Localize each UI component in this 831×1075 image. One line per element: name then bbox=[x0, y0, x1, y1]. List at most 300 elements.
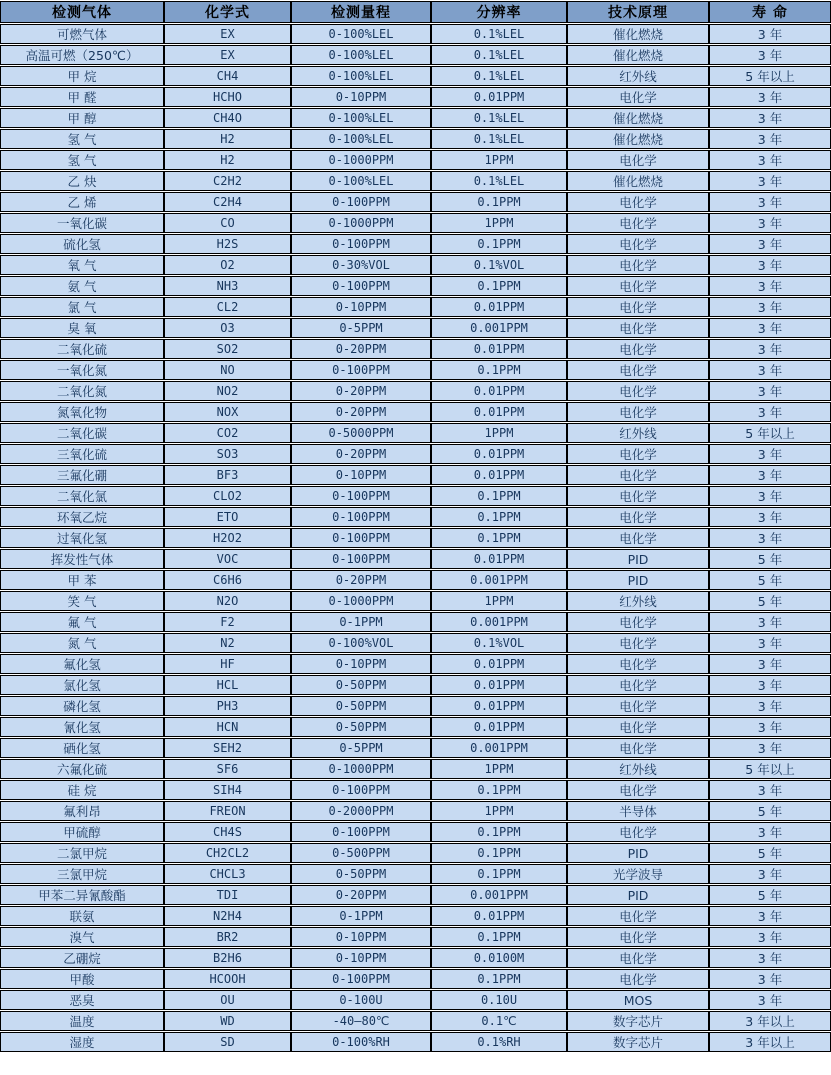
cell-formula: B2H6 bbox=[164, 948, 291, 968]
table-row bbox=[0, 780, 831, 800]
cell-gas-name: 氟化氢 bbox=[0, 654, 164, 674]
cell-gas-name: 氮 气 bbox=[0, 633, 164, 653]
cell-lifespan: 5 年 bbox=[709, 885, 831, 905]
cell-gas-name: 三氧化硫 bbox=[0, 444, 164, 464]
cell-formula: CO bbox=[164, 213, 291, 233]
cell-gas-name: 过氧化氢 bbox=[0, 528, 164, 548]
cell-principle: 电化学 bbox=[567, 633, 709, 653]
cell-gas-name: 高温可燃（250℃） bbox=[0, 45, 164, 65]
cell-range: 0-50PPM bbox=[291, 696, 431, 716]
cell-resolution: 0.01PPM bbox=[431, 696, 567, 716]
cell-resolution: 0.1PPM bbox=[431, 780, 567, 800]
cell-resolution: 0.1%LEL bbox=[431, 66, 567, 86]
cell-lifespan: 3 年 bbox=[709, 87, 831, 107]
cell-range: 0-1PPM bbox=[291, 906, 431, 926]
table-row bbox=[0, 507, 831, 527]
cell-range: 0-100PPM bbox=[291, 507, 431, 527]
cell-range: 0-5PPM bbox=[291, 738, 431, 758]
cell-formula: EX bbox=[164, 24, 291, 44]
cell-lifespan: 3 年 bbox=[709, 738, 831, 758]
cell-principle: 数字芯片 bbox=[567, 1032, 709, 1052]
cell-principle: 电化学 bbox=[567, 444, 709, 464]
cell-lifespan: 3 年 bbox=[709, 507, 831, 527]
cell-resolution: 0.1PPM bbox=[431, 843, 567, 863]
cell-principle: 催化燃烧 bbox=[567, 171, 709, 191]
cell-lifespan: 3 年 bbox=[709, 675, 831, 695]
cell-resolution: 0.1PPM bbox=[431, 234, 567, 254]
cell-resolution: 0.01PPM bbox=[431, 675, 567, 695]
cell-gas-name: 甲硫醇 bbox=[0, 822, 164, 842]
cell-lifespan: 3 年 bbox=[709, 108, 831, 128]
table-row bbox=[0, 591, 831, 611]
cell-principle: 红外线 bbox=[567, 66, 709, 86]
header-row bbox=[0, 1, 831, 23]
cell-range: 0-100PPM bbox=[291, 360, 431, 380]
cell-principle: 电化学 bbox=[567, 150, 709, 170]
cell-formula: FREON bbox=[164, 801, 291, 821]
cell-range: 0-1PPM bbox=[291, 612, 431, 632]
cell-range: 0-5PPM bbox=[291, 318, 431, 338]
cell-principle: 红外线 bbox=[567, 591, 709, 611]
cell-lifespan: 3 年 bbox=[709, 990, 831, 1010]
cell-resolution: 0.01PPM bbox=[431, 381, 567, 401]
table-row bbox=[0, 1032, 831, 1052]
cell-range: 0-100PPM bbox=[291, 780, 431, 800]
cell-range: 0-100PPM bbox=[291, 528, 431, 548]
cell-formula: OU bbox=[164, 990, 291, 1010]
cell-formula: SIH4 bbox=[164, 780, 291, 800]
cell-range: 0-100%LEL bbox=[291, 45, 431, 65]
cell-resolution: 0.01PPM bbox=[431, 906, 567, 926]
table-row bbox=[0, 171, 831, 191]
cell-lifespan: 3 年 bbox=[709, 528, 831, 548]
cell-range: 0-10PPM bbox=[291, 654, 431, 674]
cell-range: 0-10PPM bbox=[291, 297, 431, 317]
cell-principle: 电化学 bbox=[567, 906, 709, 926]
cell-lifespan: 5 年以上 bbox=[709, 423, 831, 443]
cell-gas-name: 湿度 bbox=[0, 1032, 164, 1052]
cell-resolution: 1PPM bbox=[431, 801, 567, 821]
cell-gas-name: 甲 醛 bbox=[0, 87, 164, 107]
cell-lifespan: 3 年 bbox=[709, 822, 831, 842]
cell-gas-name: 乙硼烷 bbox=[0, 948, 164, 968]
cell-principle: 电化学 bbox=[567, 780, 709, 800]
cell-principle: PID bbox=[567, 549, 709, 569]
cell-lifespan: 3 年 bbox=[709, 696, 831, 716]
cell-resolution: 0.001PPM bbox=[431, 318, 567, 338]
cell-lifespan: 3 年 bbox=[709, 465, 831, 485]
cell-lifespan: 3 年 bbox=[709, 276, 831, 296]
cell-principle: 电化学 bbox=[567, 297, 709, 317]
cell-gas-name: 环氧乙烷 bbox=[0, 507, 164, 527]
cell-lifespan: 3 年 bbox=[709, 297, 831, 317]
cell-gas-name: 笑 气 bbox=[0, 591, 164, 611]
cell-lifespan: 3 年 bbox=[709, 969, 831, 989]
cell-range: 0-100%LEL bbox=[291, 108, 431, 128]
cell-lifespan: 3 年 bbox=[709, 717, 831, 737]
cell-formula: PH3 bbox=[164, 696, 291, 716]
cell-principle: 电化学 bbox=[567, 675, 709, 695]
cell-formula: H2O2 bbox=[164, 528, 291, 548]
cell-formula: H2 bbox=[164, 129, 291, 149]
cell-gas-name: 六氟化硫 bbox=[0, 759, 164, 779]
table-row bbox=[0, 528, 831, 548]
cell-resolution: 0.1PPM bbox=[431, 927, 567, 947]
column-header-formula: 化学式 bbox=[164, 1, 291, 23]
cell-gas-name: 氰化氢 bbox=[0, 717, 164, 737]
cell-formula: BF3 bbox=[164, 465, 291, 485]
table-row bbox=[0, 465, 831, 485]
cell-resolution: 0.1%VOL bbox=[431, 633, 567, 653]
table-row bbox=[0, 927, 831, 947]
cell-resolution: 0.01PPM bbox=[431, 717, 567, 737]
cell-lifespan: 3 年 bbox=[709, 654, 831, 674]
column-header-gas: 检测气体 bbox=[0, 1, 164, 23]
cell-range: 0-20PPM bbox=[291, 339, 431, 359]
cell-range: 0-30%VOL bbox=[291, 255, 431, 275]
table-row bbox=[0, 213, 831, 233]
cell-lifespan: 3 年 bbox=[709, 486, 831, 506]
cell-formula: TDI bbox=[164, 885, 291, 905]
cell-lifespan: 5 年 bbox=[709, 549, 831, 569]
cell-principle: 电化学 bbox=[567, 255, 709, 275]
cell-lifespan: 3 年 bbox=[709, 129, 831, 149]
cell-resolution: 0.10U bbox=[431, 990, 567, 1010]
table-row bbox=[0, 696, 831, 716]
table-row bbox=[0, 738, 831, 758]
cell-formula: NO2 bbox=[164, 381, 291, 401]
cell-formula: SO2 bbox=[164, 339, 291, 359]
cell-resolution: 0.1PPM bbox=[431, 507, 567, 527]
cell-principle: PID bbox=[567, 570, 709, 590]
cell-gas-name: 联氨 bbox=[0, 906, 164, 926]
cell-resolution: 0.1%LEL bbox=[431, 129, 567, 149]
cell-formula: N2H4 bbox=[164, 906, 291, 926]
table-row bbox=[0, 612, 831, 632]
cell-formula: CH4O bbox=[164, 108, 291, 128]
cell-resolution: 0.1%LEL bbox=[431, 171, 567, 191]
table-row bbox=[0, 1011, 831, 1031]
cell-range: 0-10PPM bbox=[291, 465, 431, 485]
cell-resolution: 0.001PPM bbox=[431, 885, 567, 905]
cell-range: 0-10PPM bbox=[291, 927, 431, 947]
cell-resolution: 1PPM bbox=[431, 150, 567, 170]
cell-formula: HCOOH bbox=[164, 969, 291, 989]
table-row bbox=[0, 570, 831, 590]
cell-gas-name: 二氧化碳 bbox=[0, 423, 164, 443]
cell-lifespan: 3 年 bbox=[709, 444, 831, 464]
table-row bbox=[0, 717, 831, 737]
table-row bbox=[0, 24, 831, 44]
column-header-range: 检测量程 bbox=[291, 1, 431, 23]
cell-formula: HCN bbox=[164, 717, 291, 737]
cell-range: 0-1000PPM bbox=[291, 759, 431, 779]
cell-range: 0-20PPM bbox=[291, 570, 431, 590]
table-row bbox=[0, 192, 831, 212]
cell-range: 0-10PPM bbox=[291, 948, 431, 968]
cell-principle: 电化学 bbox=[567, 87, 709, 107]
table-row bbox=[0, 381, 831, 401]
cell-gas-name: 甲 烷 bbox=[0, 66, 164, 86]
cell-gas-name: 可燃气体 bbox=[0, 24, 164, 44]
cell-gas-name: 乙 烯 bbox=[0, 192, 164, 212]
cell-formula: SD bbox=[164, 1032, 291, 1052]
table-row bbox=[0, 969, 831, 989]
cell-formula: F2 bbox=[164, 612, 291, 632]
cell-range: 0-50PPM bbox=[291, 675, 431, 695]
cell-range: 0-20PPM bbox=[291, 381, 431, 401]
cell-gas-name: 磷化氢 bbox=[0, 696, 164, 716]
cell-resolution: 0.1%VOL bbox=[431, 255, 567, 275]
cell-lifespan: 3 年 bbox=[709, 381, 831, 401]
cell-principle: 电化学 bbox=[567, 717, 709, 737]
cell-resolution: 0.1%LEL bbox=[431, 108, 567, 128]
cell-range: 0-100%RH bbox=[291, 1032, 431, 1052]
cell-range: 0-100PPM bbox=[291, 234, 431, 254]
table-row bbox=[0, 633, 831, 653]
cell-gas-name: 氢 气 bbox=[0, 129, 164, 149]
cell-lifespan: 3 年 bbox=[709, 360, 831, 380]
table-row bbox=[0, 822, 831, 842]
cell-gas-name: 硅 烷 bbox=[0, 780, 164, 800]
table-row bbox=[0, 129, 831, 149]
cell-formula: HF bbox=[164, 654, 291, 674]
cell-formula: HCL bbox=[164, 675, 291, 695]
table-row bbox=[0, 864, 831, 884]
cell-principle: 光学波导 bbox=[567, 864, 709, 884]
cell-principle: 电化学 bbox=[567, 402, 709, 422]
cell-range: 0-100PPM bbox=[291, 549, 431, 569]
cell-range: 0-100PPM bbox=[291, 969, 431, 989]
cell-principle: 电化学 bbox=[567, 528, 709, 548]
cell-principle: 催化燃烧 bbox=[567, 129, 709, 149]
table-row bbox=[0, 948, 831, 968]
cell-range: 0-20PPM bbox=[291, 402, 431, 422]
cell-principle: PID bbox=[567, 885, 709, 905]
cell-resolution: 0.01PPM bbox=[431, 339, 567, 359]
cell-lifespan: 3 年 bbox=[709, 24, 831, 44]
table-row bbox=[0, 276, 831, 296]
cell-resolution: 0.1PPM bbox=[431, 192, 567, 212]
cell-gas-name: 三氯甲烷 bbox=[0, 864, 164, 884]
cell-gas-name: 三氟化硼 bbox=[0, 465, 164, 485]
cell-principle: 电化学 bbox=[567, 486, 709, 506]
table-row bbox=[0, 87, 831, 107]
table-row bbox=[0, 990, 831, 1010]
column-header-principle: 技术原理 bbox=[567, 1, 709, 23]
cell-gas-name: 温度 bbox=[0, 1011, 164, 1031]
cell-principle: MOS bbox=[567, 990, 709, 1010]
table-row bbox=[0, 318, 831, 338]
cell-range: 0-100PPM bbox=[291, 276, 431, 296]
cell-principle: 电化学 bbox=[567, 381, 709, 401]
cell-resolution: 0.001PPM bbox=[431, 612, 567, 632]
table-row bbox=[0, 150, 831, 170]
cell-lifespan: 3 年 bbox=[709, 780, 831, 800]
table-row bbox=[0, 45, 831, 65]
table-row bbox=[0, 885, 831, 905]
cell-range: 0-100%LEL bbox=[291, 24, 431, 44]
cell-gas-name: 氟利昂 bbox=[0, 801, 164, 821]
cell-principle: 电化学 bbox=[567, 465, 709, 485]
cell-resolution: 0.01PPM bbox=[431, 297, 567, 317]
cell-formula: C2H4 bbox=[164, 192, 291, 212]
cell-principle: 电化学 bbox=[567, 969, 709, 989]
cell-resolution: 0.01PPM bbox=[431, 549, 567, 569]
cell-gas-name: 氧 气 bbox=[0, 255, 164, 275]
cell-principle: 电化学 bbox=[567, 948, 709, 968]
cell-range: 0-100%LEL bbox=[291, 129, 431, 149]
cell-formula: VOC bbox=[164, 549, 291, 569]
cell-formula: CH2CL2 bbox=[164, 843, 291, 863]
cell-gas-name: 氯化氢 bbox=[0, 675, 164, 695]
column-header-resolution: 分辨率 bbox=[431, 1, 567, 23]
cell-principle: 电化学 bbox=[567, 654, 709, 674]
cell-gas-name: 乙 炔 bbox=[0, 171, 164, 191]
cell-resolution: 1PPM bbox=[431, 759, 567, 779]
cell-formula: CHCL3 bbox=[164, 864, 291, 884]
cell-principle: 电化学 bbox=[567, 738, 709, 758]
table-row bbox=[0, 108, 831, 128]
cell-gas-name: 甲酸 bbox=[0, 969, 164, 989]
cell-principle: 催化燃烧 bbox=[567, 108, 709, 128]
cell-principle: 数字芯片 bbox=[567, 1011, 709, 1031]
cell-gas-name: 二氧化氮 bbox=[0, 381, 164, 401]
cell-principle: 电化学 bbox=[567, 234, 709, 254]
cell-resolution: 0.1PPM bbox=[431, 864, 567, 884]
cell-range: 0-100PPM bbox=[291, 486, 431, 506]
cell-formula: ETO bbox=[164, 507, 291, 527]
cell-gas-name: 氟 气 bbox=[0, 612, 164, 632]
cell-lifespan: 5 年 bbox=[709, 570, 831, 590]
table-row bbox=[0, 654, 831, 674]
cell-range: 0-100PPM bbox=[291, 192, 431, 212]
cell-range: 0-20PPM bbox=[291, 444, 431, 464]
cell-gas-name: 一氧化氮 bbox=[0, 360, 164, 380]
cell-gas-name: 二氯甲烷 bbox=[0, 843, 164, 863]
cell-range: 0-5000PPM bbox=[291, 423, 431, 443]
cell-resolution: 0.0100M bbox=[431, 948, 567, 968]
cell-principle: PID bbox=[567, 843, 709, 863]
table-row bbox=[0, 66, 831, 86]
cell-lifespan: 3 年 bbox=[709, 906, 831, 926]
cell-lifespan: 3 年 bbox=[709, 864, 831, 884]
cell-gas-name: 硒化氢 bbox=[0, 738, 164, 758]
cell-formula: BR2 bbox=[164, 927, 291, 947]
cell-lifespan: 3 年 bbox=[709, 213, 831, 233]
cell-formula: SO3 bbox=[164, 444, 291, 464]
cell-gas-name: 二氧化氯 bbox=[0, 486, 164, 506]
cell-principle: 电化学 bbox=[567, 822, 709, 842]
cell-formula: N2 bbox=[164, 633, 291, 653]
cell-gas-name: 一氧化碳 bbox=[0, 213, 164, 233]
cell-lifespan: 3 年 bbox=[709, 927, 831, 947]
cell-formula: O3 bbox=[164, 318, 291, 338]
cell-lifespan: 5 年 bbox=[709, 591, 831, 611]
cell-formula: H2 bbox=[164, 150, 291, 170]
cell-lifespan: 3 年以上 bbox=[709, 1032, 831, 1052]
column-header-lifespan: 寿 命 bbox=[709, 1, 831, 23]
cell-lifespan: 3 年以上 bbox=[709, 1011, 831, 1031]
cell-formula: C6H6 bbox=[164, 570, 291, 590]
cell-formula: WD bbox=[164, 1011, 291, 1031]
cell-gas-name: 甲 醇 bbox=[0, 108, 164, 128]
cell-resolution: 0.1%RH bbox=[431, 1032, 567, 1052]
table-row bbox=[0, 360, 831, 380]
cell-formula: NOX bbox=[164, 402, 291, 422]
cell-resolution: 0.1PPM bbox=[431, 822, 567, 842]
cell-resolution: 0.1%LEL bbox=[431, 24, 567, 44]
cell-range: 0-50PPM bbox=[291, 717, 431, 737]
cell-formula: SEH2 bbox=[164, 738, 291, 758]
table-row bbox=[0, 255, 831, 275]
cell-formula: EX bbox=[164, 45, 291, 65]
cell-gas-name: 溴气 bbox=[0, 927, 164, 947]
cell-lifespan: 3 年 bbox=[709, 318, 831, 338]
cell-resolution: 0.01PPM bbox=[431, 444, 567, 464]
cell-resolution: 1PPM bbox=[431, 591, 567, 611]
cell-resolution: 1PPM bbox=[431, 423, 567, 443]
cell-lifespan: 3 年 bbox=[709, 402, 831, 422]
cell-lifespan: 3 年 bbox=[709, 948, 831, 968]
cell-principle: 电化学 bbox=[567, 507, 709, 527]
cell-principle: 电化学 bbox=[567, 927, 709, 947]
table-body bbox=[0, 24, 831, 1052]
cell-resolution: 0.1PPM bbox=[431, 276, 567, 296]
cell-resolution: 0.1PPM bbox=[431, 969, 567, 989]
cell-formula: NO bbox=[164, 360, 291, 380]
cell-range: 0-100%VOL bbox=[291, 633, 431, 653]
cell-gas-name: 甲 苯 bbox=[0, 570, 164, 590]
cell-lifespan: 3 年 bbox=[709, 150, 831, 170]
cell-formula: NH3 bbox=[164, 276, 291, 296]
cell-principle: 电化学 bbox=[567, 360, 709, 380]
cell-lifespan: 5 年以上 bbox=[709, 759, 831, 779]
cell-principle: 半导体 bbox=[567, 801, 709, 821]
cell-lifespan: 3 年 bbox=[709, 45, 831, 65]
table-row bbox=[0, 759, 831, 779]
cell-lifespan: 3 年 bbox=[709, 633, 831, 653]
table-row bbox=[0, 402, 831, 422]
cell-resolution: 0.1℃ bbox=[431, 1011, 567, 1031]
table-row bbox=[0, 444, 831, 464]
cell-resolution: 0.1PPM bbox=[431, 528, 567, 548]
cell-formula: N2O bbox=[164, 591, 291, 611]
cell-principle: 红外线 bbox=[567, 423, 709, 443]
cell-principle: 电化学 bbox=[567, 339, 709, 359]
cell-resolution: 0.01PPM bbox=[431, 402, 567, 422]
cell-resolution: 0.1PPM bbox=[431, 360, 567, 380]
cell-formula: CO2 bbox=[164, 423, 291, 443]
cell-range: 0-1000PPM bbox=[291, 591, 431, 611]
cell-lifespan: 3 年 bbox=[709, 339, 831, 359]
cell-principle: 电化学 bbox=[567, 612, 709, 632]
cell-lifespan: 3 年 bbox=[709, 612, 831, 632]
cell-formula: CL2 bbox=[164, 297, 291, 317]
cell-formula: CH4 bbox=[164, 66, 291, 86]
cell-range: 0-500PPM bbox=[291, 843, 431, 863]
cell-principle: 电化学 bbox=[567, 318, 709, 338]
cell-gas-name: 挥发性气体 bbox=[0, 549, 164, 569]
cell-range: -40—80℃ bbox=[291, 1011, 431, 1031]
cell-lifespan: 3 年 bbox=[709, 234, 831, 254]
cell-gas-name: 甲苯二异氰酸酯 bbox=[0, 885, 164, 905]
cell-range: 0-20PPM bbox=[291, 885, 431, 905]
cell-lifespan: 5 年 bbox=[709, 801, 831, 821]
cell-range: 0-100U bbox=[291, 990, 431, 1010]
cell-principle: 催化燃烧 bbox=[567, 24, 709, 44]
cell-resolution: 0.01PPM bbox=[431, 465, 567, 485]
